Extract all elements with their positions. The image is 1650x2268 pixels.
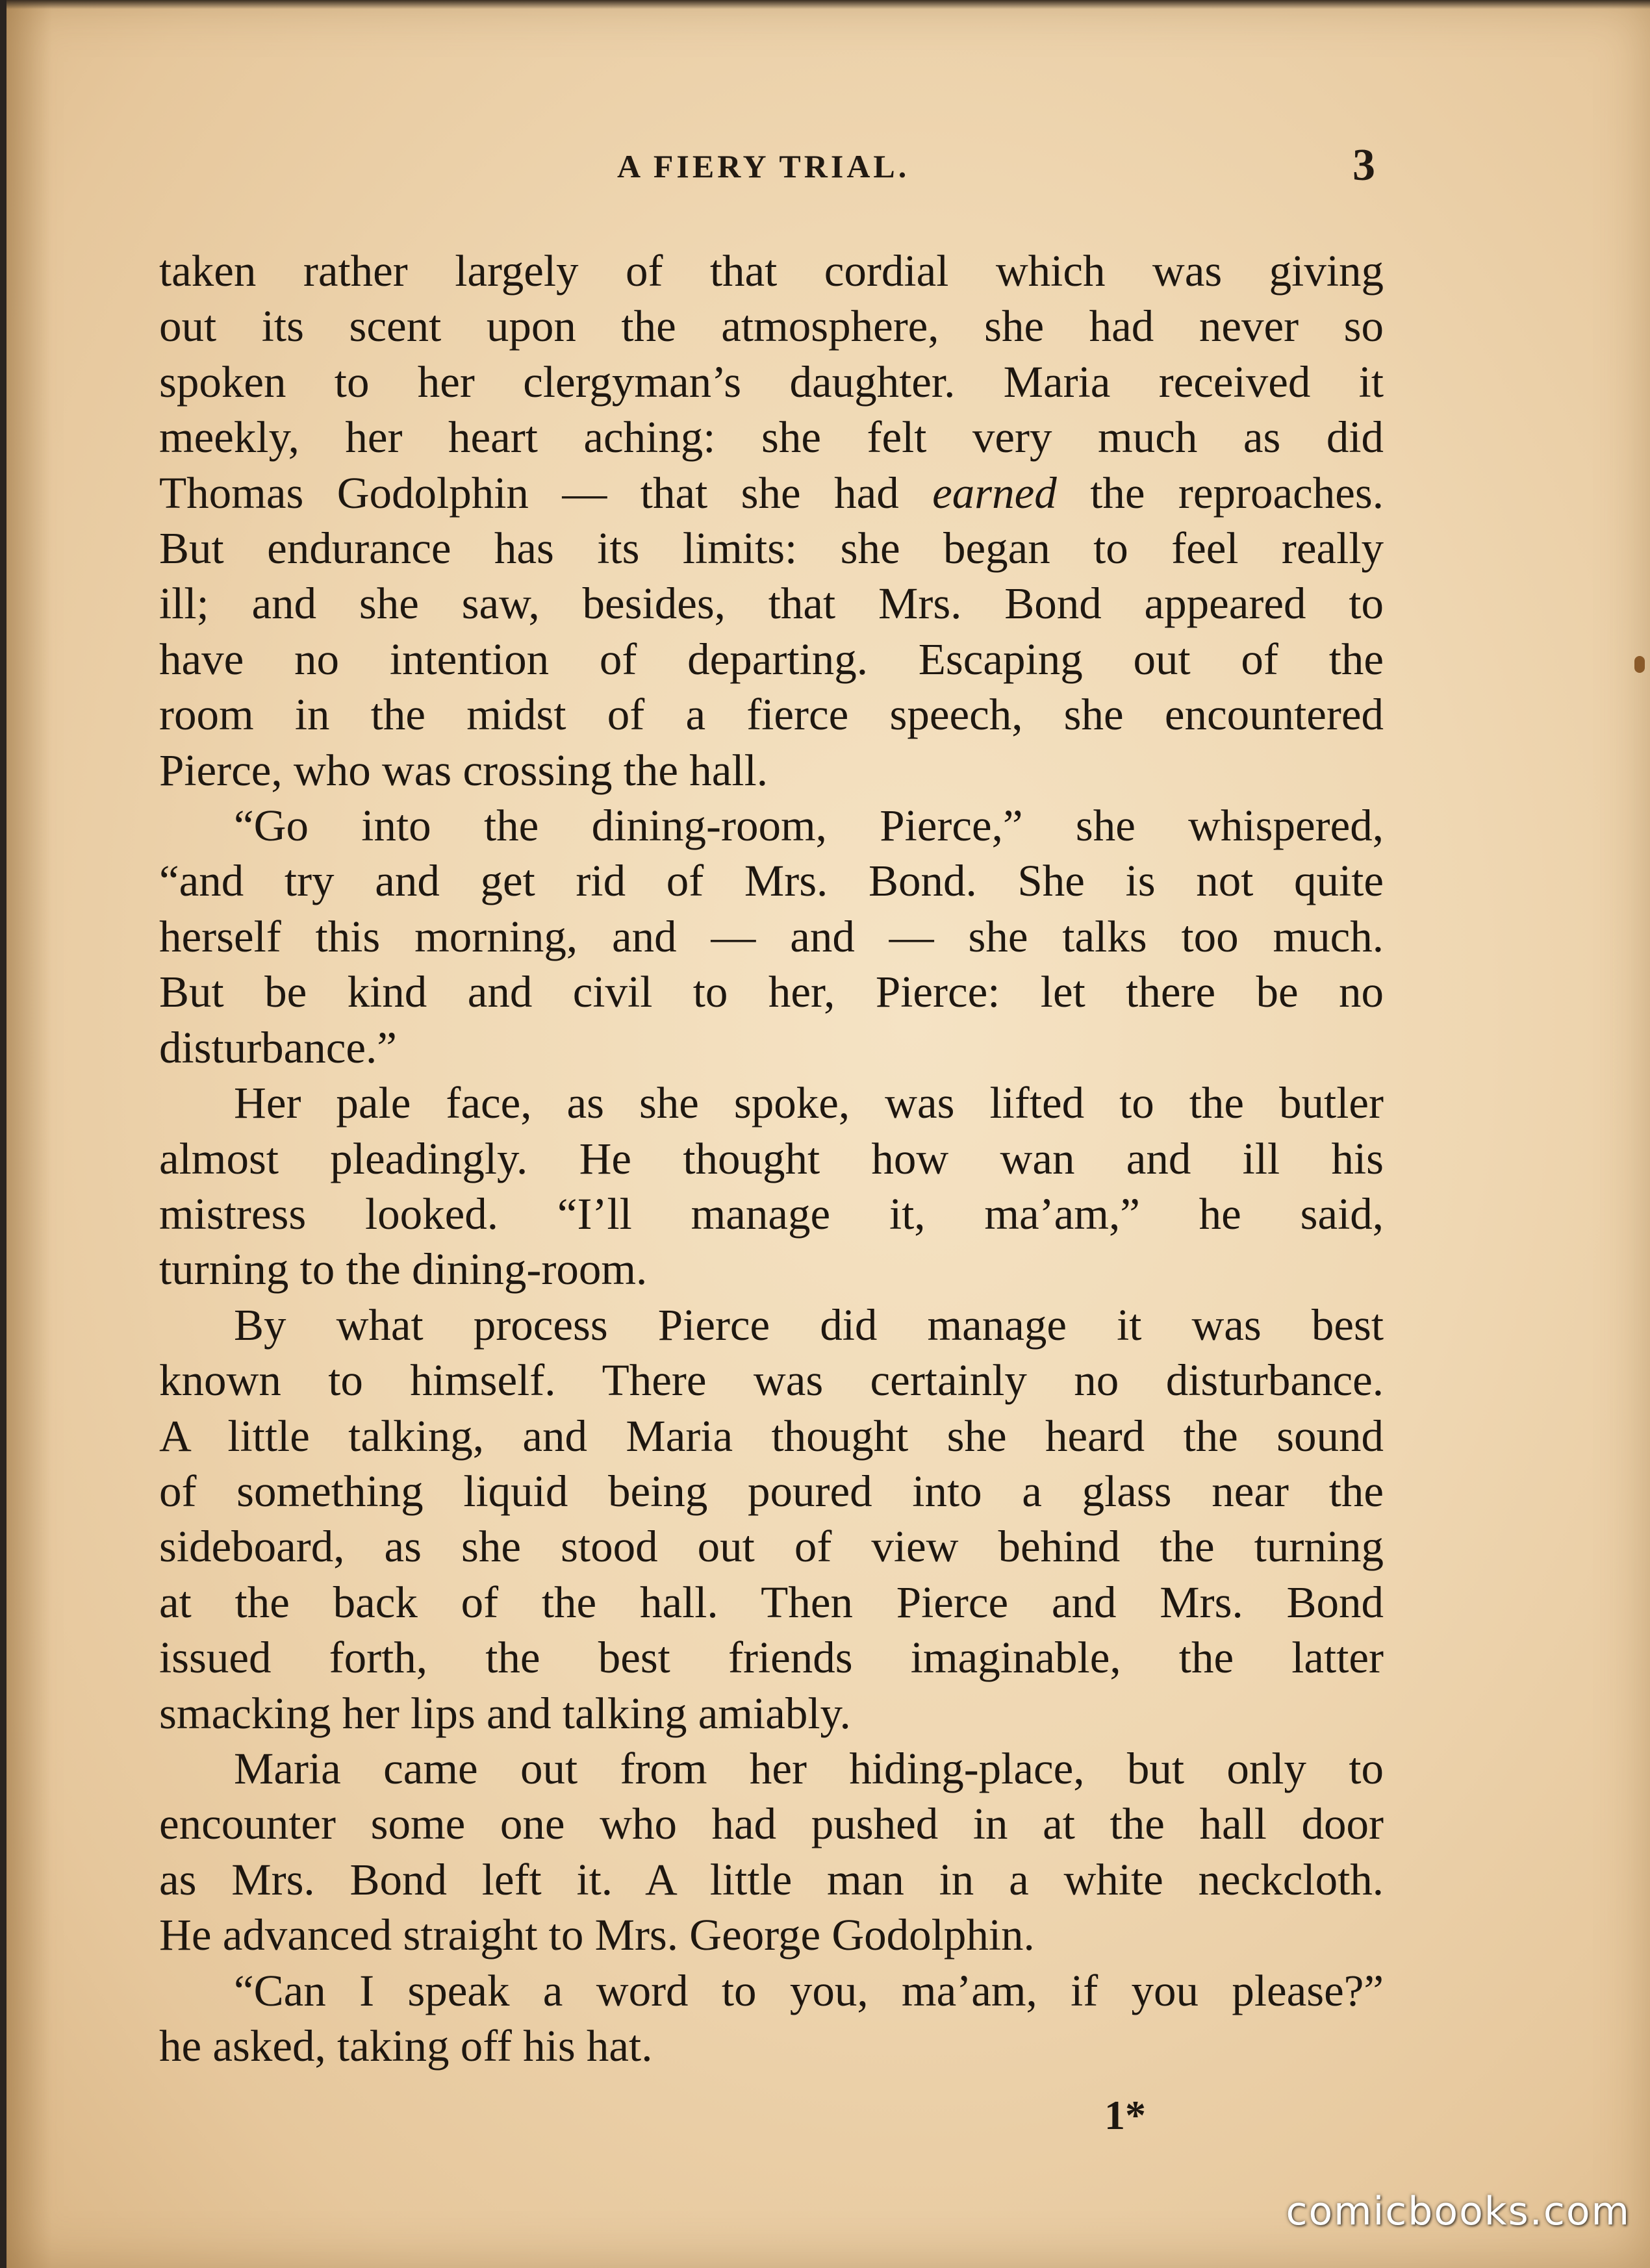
text-line: By what process Pierce did manage it was best xyxy=(234,1300,1384,1350)
watermark: comicbooks.com xyxy=(1286,2189,1631,2234)
text-line: at the back of the hall. Then Pierce and Mrs. Bond xyxy=(159,1577,1384,1627)
text-line: “Go into the dining-room, Pierce,” she whispered, xyxy=(234,801,1384,851)
text-line: room in the midst of a fierce speech, she encountered xyxy=(159,690,1384,740)
page-top-edge xyxy=(6,0,1650,9)
paper-speck xyxy=(1634,656,1645,673)
page-number: 3 xyxy=(1352,140,1375,190)
text-line: mistress looked. “I’ll manage it, ma’am,” he said, xyxy=(159,1189,1384,1239)
text-line: known to himself. There was certainly no disturbance. xyxy=(159,1355,1384,1405)
text-line: Thomas Godolphin — that she had earned the reproaches. xyxy=(159,468,1384,518)
text-line: Maria came out from her hiding-place, but only to xyxy=(234,1743,1384,1793)
text-line: ill; and she saw, besides, that Mrs. Bond appeared to xyxy=(159,579,1384,629)
text-line: He advanced straight to Mrs. George Godolphin. xyxy=(159,1910,1035,1960)
text-line: as Mrs. Bond left it. A little man in a white neckcloth. xyxy=(159,1854,1384,1904)
text-line: taken rather largely of that cordial which was giving xyxy=(159,246,1384,296)
text-line: Her pale face, as she spoke, was lifted to the butler xyxy=(234,1078,1384,1128)
text-line: have no intention of departing. Escaping out of the xyxy=(159,634,1384,684)
running-head xyxy=(6,140,1650,192)
text-line: out its scent upon the atmosphere, she had never so xyxy=(159,301,1384,351)
text-line: turning to the dining-room. xyxy=(159,1244,648,1294)
text-line: But be kind and civil to her, Pierce: let there be no xyxy=(159,967,1384,1017)
text-line: meekly, her heart aching: she felt very much as did xyxy=(159,412,1384,462)
text-line: smacking her lips and talking amiably. xyxy=(159,1688,851,1738)
text-line: issued forth, the best friends imaginable, the latter xyxy=(159,1633,1384,1683)
text-line: sideboard, as she stood out of view behind the turning xyxy=(159,1522,1384,1572)
emphasis: earned xyxy=(932,468,1057,518)
text-line: almost pleadingly. He thought how wan and ill his xyxy=(159,1133,1384,1183)
text-line: disturbance.” xyxy=(159,1022,397,1072)
text-line: “and try and get rid of Mrs. Bond. She is not quite xyxy=(159,856,1384,906)
text-line: of something liquid being poured into a glass near the xyxy=(159,1466,1384,1516)
text-line: herself this morning, and — and — she talks too much. xyxy=(159,911,1384,961)
text-line: spoken to her clergyman’s daughter. Maria received it xyxy=(159,357,1384,407)
book-page xyxy=(6,0,1650,2268)
text-line: encounter some one who had pushed in at the hall door xyxy=(159,1799,1384,1849)
running-title: A FIERY TRIAL. xyxy=(617,148,910,184)
signature-mark: 1* xyxy=(1104,2092,1146,2138)
text-line: But endurance has its limits: she began to feel really xyxy=(159,523,1384,573)
text-line: Pierce, who was crossing the hall. xyxy=(159,745,768,795)
body-text xyxy=(159,244,1384,2074)
text-line: A little talking, and Maria thought she heard the sound xyxy=(159,1411,1384,1461)
text-line: “Can I speak a word to you, ma’am, if you please?” xyxy=(234,1965,1384,2015)
text-line: he asked, taking off his hat. xyxy=(159,2021,653,2071)
